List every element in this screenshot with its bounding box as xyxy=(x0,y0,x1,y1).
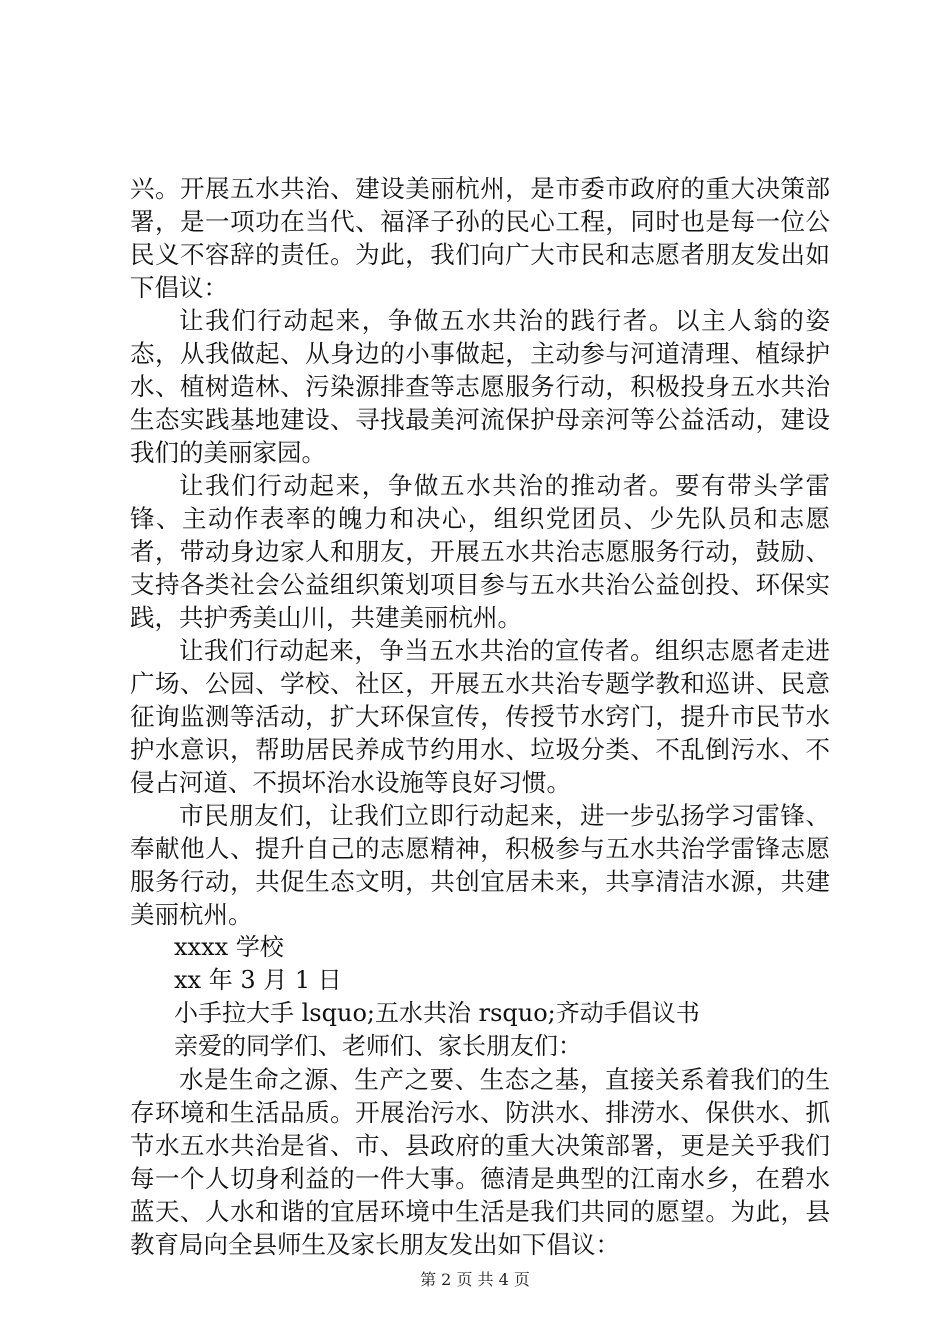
salutation: 亲爱的同学们、老师们、家长朋友们： xyxy=(174,1032,582,1060)
paragraph-citizens: 市民朋友们，让我们立即行动起来，进一步弘扬学习雷锋、奉献他人、提升自己的志愿精神，积极参与五水共治学雷锋志愿服务行动，共促生态文明，共创宜居未来，共享清洁水源，共建美丽杭州。 xyxy=(130,801,830,929)
page-footer: 第 2 页 共 4 页 xyxy=(420,1270,530,1289)
document-body xyxy=(130,172,830,1261)
signature-org: xxxx 学校 xyxy=(174,933,284,961)
paragraph-practitioner: 让我们行动起来，争做五水共治的践行者。以主人翁的姿态，从我做起、从身边的小事做起，主动参与河道清理、植绿护水、植树造林、污染源排查等志愿服务行动，积极投身五水共治生态实践基地建设、寻找最美河流保护母亲河等公益活动，建设我们的美丽家园。 xyxy=(130,306,830,467)
paragraph-intro: 兴。开展五水共治、建设美丽杭州，是市委市政府的重大决策部署，是一项功在当代、福泽子孙的民心工程，同时也是每一位公民义不容辞的责任。为此，我们向广大市民和志愿者朋友发出如下倡议： xyxy=(130,174,830,302)
second-title: 小手拉大手 lsquo;五水共治 rsquo;齐动手倡议书 xyxy=(174,999,700,1027)
paragraph-publicist: 让我们行动起来，争当五水共治的宣传者。组织志愿者走进广场、公园、学校、社区，开展五水共治专题学教和巡讲、民意征询监测等活动，扩大环保宣传，传授节水窍门，提升市民节水护水意识，帮助居民养成节约用水、垃圾分类、不乱倒污水、不侵占河道、不损坏治水设施等良好习惯。 xyxy=(130,636,830,797)
paragraph-promoter: 让我们行动起来，争做五水共治的推动者。要有带头学雷锋、主动作表率的魄力和决心，组织党团员、少先队员和志愿者，带动身边家人和朋友，开展五水共治志愿服务行动，鼓励、支持各类社会公益组织策划项目参与五水共治公益创投、环保实践，共护秀美山川，共建美丽杭州。 xyxy=(130,471,830,632)
paragraph-water: 水是生命之源、生产之要、生态之基，直接关系着我们的生存环境和生活品质。开展治污水、防洪水、排涝水、保供水、抓节水五水共治是省、市、县政府的重大决策部署，更是关乎我们每一个人切身利益的一件大事。德清是典型的江南水乡，在碧水蓝天、人水和谐的宜居环境中生活是我们共同的愿望。为此，县教育局向全县师生及家长朋友发出如下倡议： xyxy=(130,1065,830,1259)
signature-date: xx 年 3 月 1 日 xyxy=(174,966,342,994)
